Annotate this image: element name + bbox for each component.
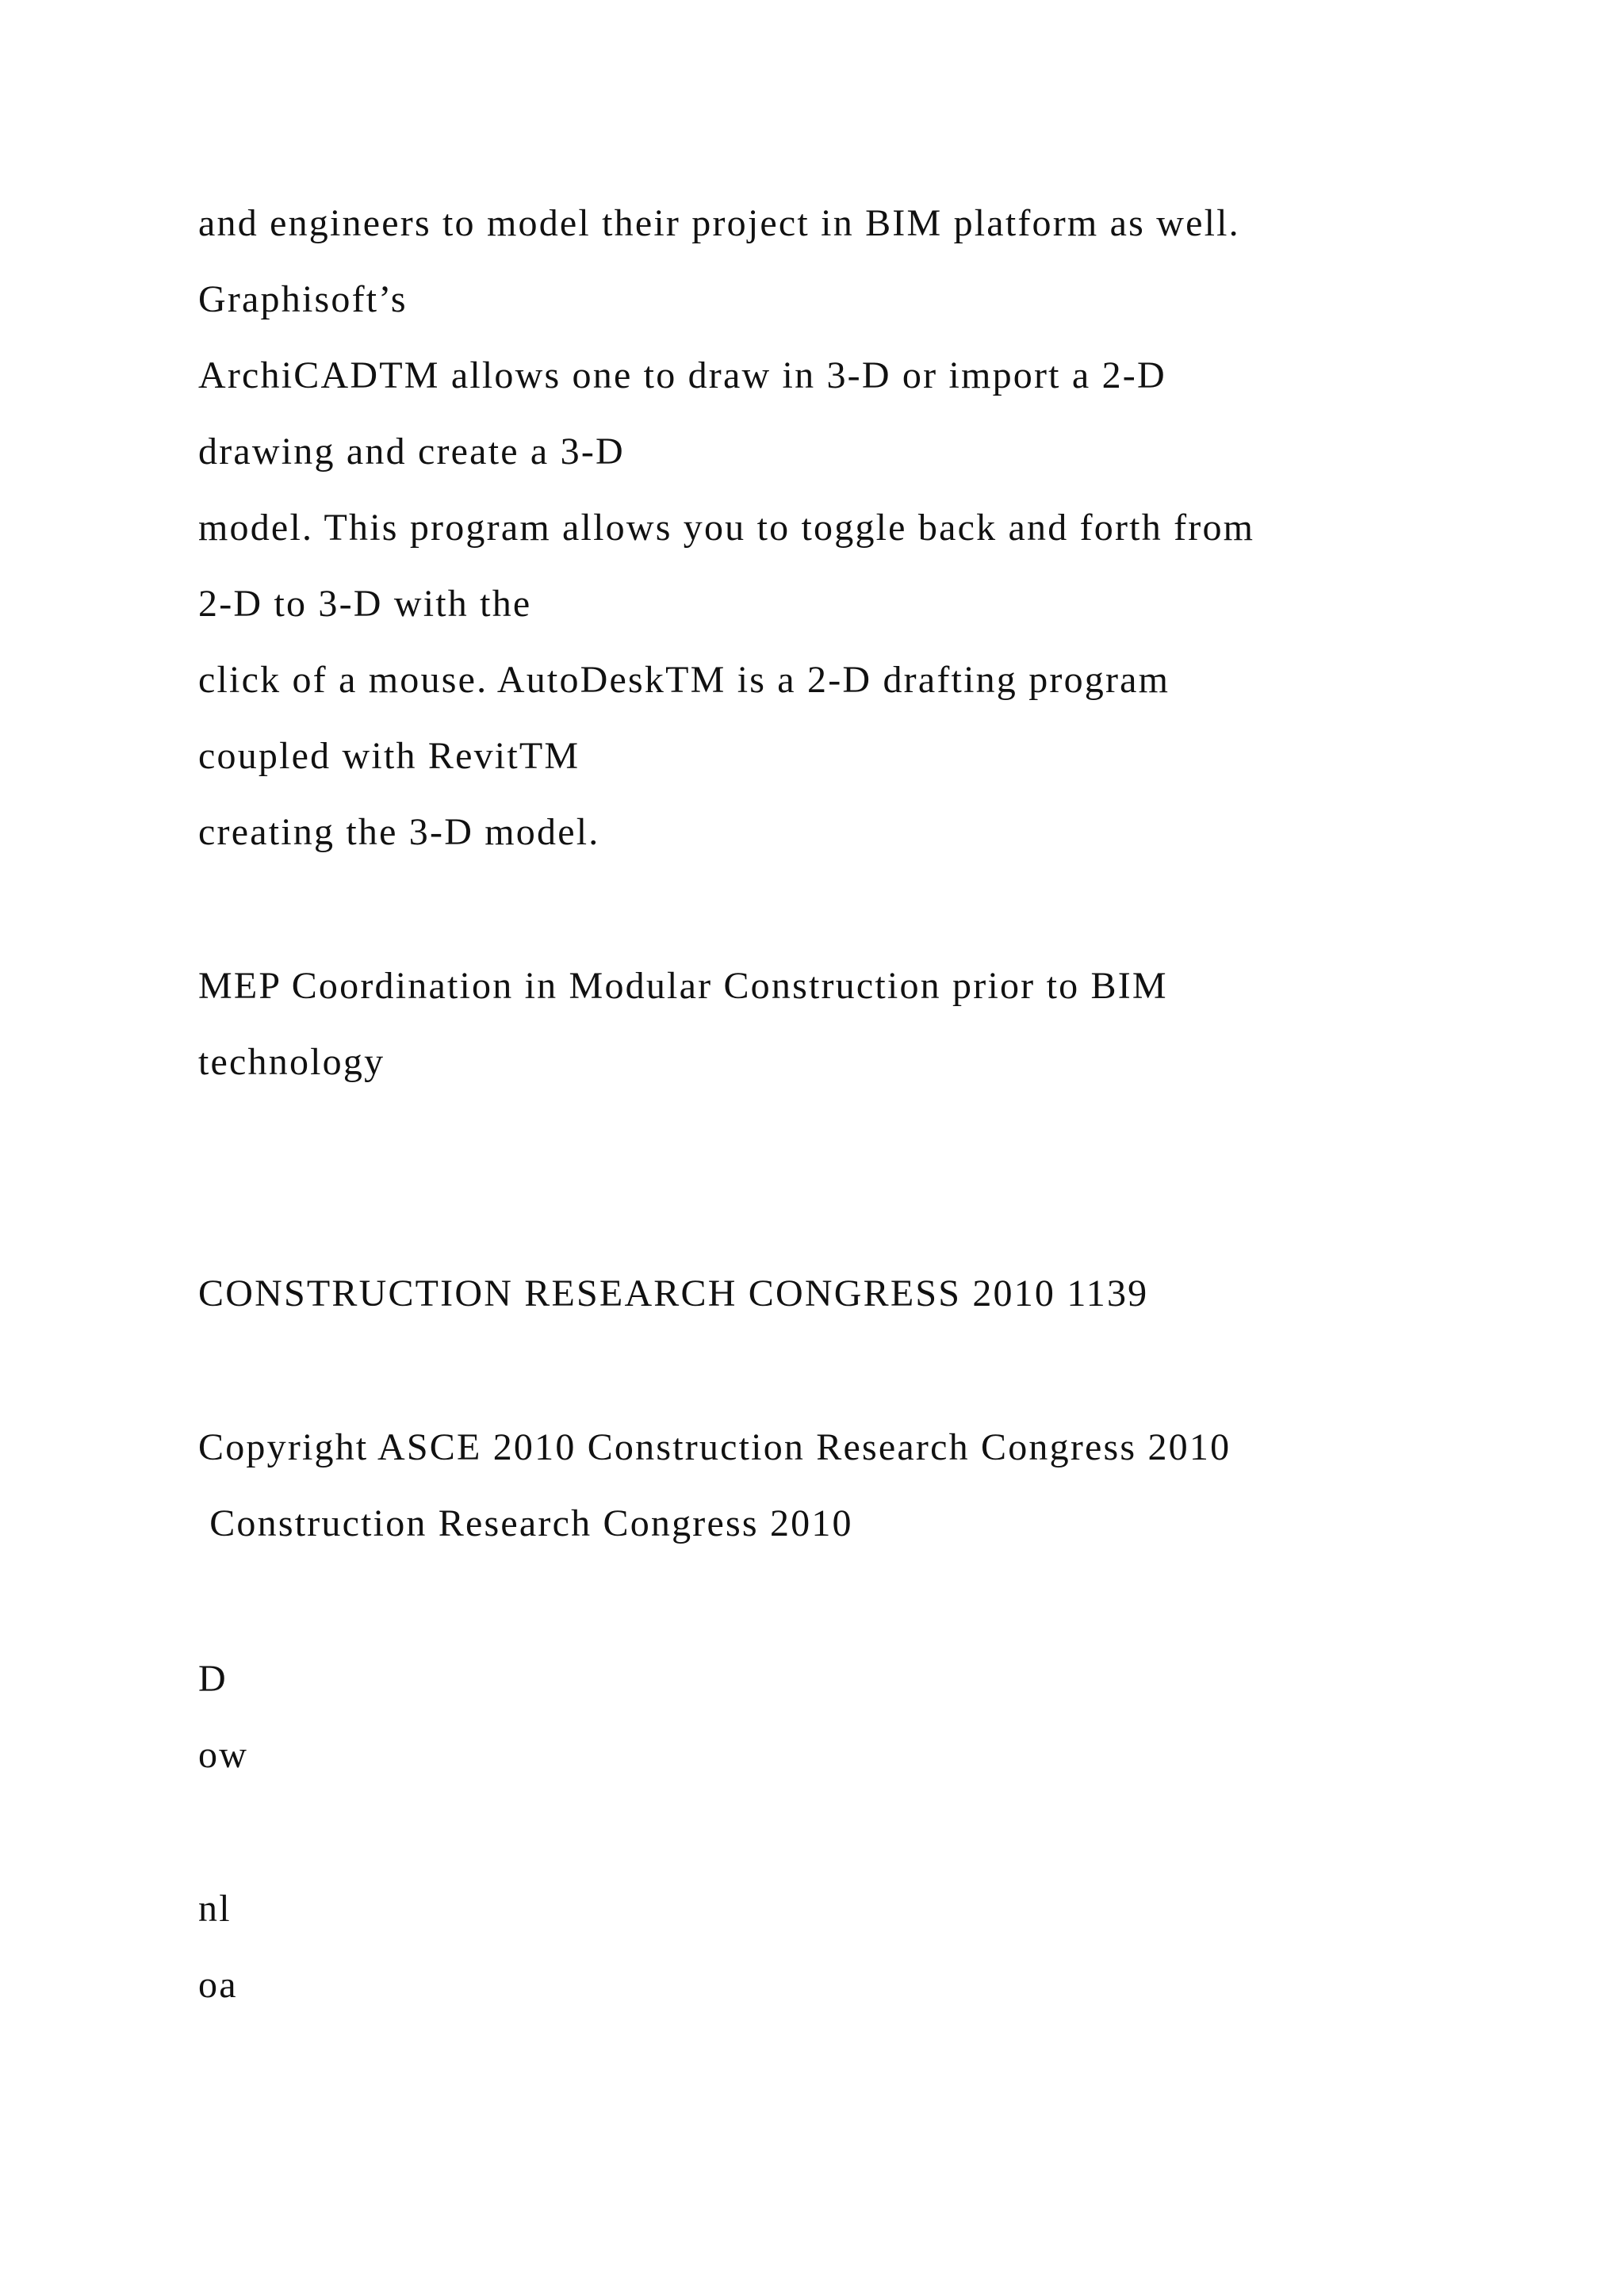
watermark-fragment: ow (198, 1734, 249, 1776)
copyright-line: Copyright ASCE 2010 Construction Research Congress 2010 (198, 1426, 1231, 1468)
body-text-line: and engineers to model their project in BIM platform as well. (198, 202, 1240, 244)
body-text-line: ArchiCADTM allows one to draw in 3-D or import a 2-D (198, 354, 1166, 396)
body-text-line: click of a mouse. AutoDeskTM is a 2-D drafting program (198, 659, 1170, 701)
body-text-line: Graphisoft’s (198, 278, 408, 320)
body-text-line: creating the 3-D model. (198, 811, 600, 853)
running-footer: CONSTRUCTION RESEARCH CONGRESS 2010 1139 (198, 1272, 1149, 1314)
watermark-fragment: nl (198, 1888, 232, 1930)
copyright-line-continued: Construction Research Congress 2010 (198, 1502, 853, 1544)
section-heading: MEP Coordination in Modular Construction prior to BIM (198, 965, 1168, 1007)
watermark-fragment: oa (198, 1964, 238, 2006)
body-text-line: coupled with RevitTM (198, 735, 580, 777)
watermark-fragment: D (198, 1658, 228, 1700)
body-text-line: 2-D to 3-D with the (198, 583, 532, 625)
section-heading-continued: technology (198, 1041, 385, 1083)
body-text-line: drawing and create a 3-D (198, 430, 625, 473)
body-text-line: model. This program allows you to toggle back and forth from (198, 507, 1255, 549)
